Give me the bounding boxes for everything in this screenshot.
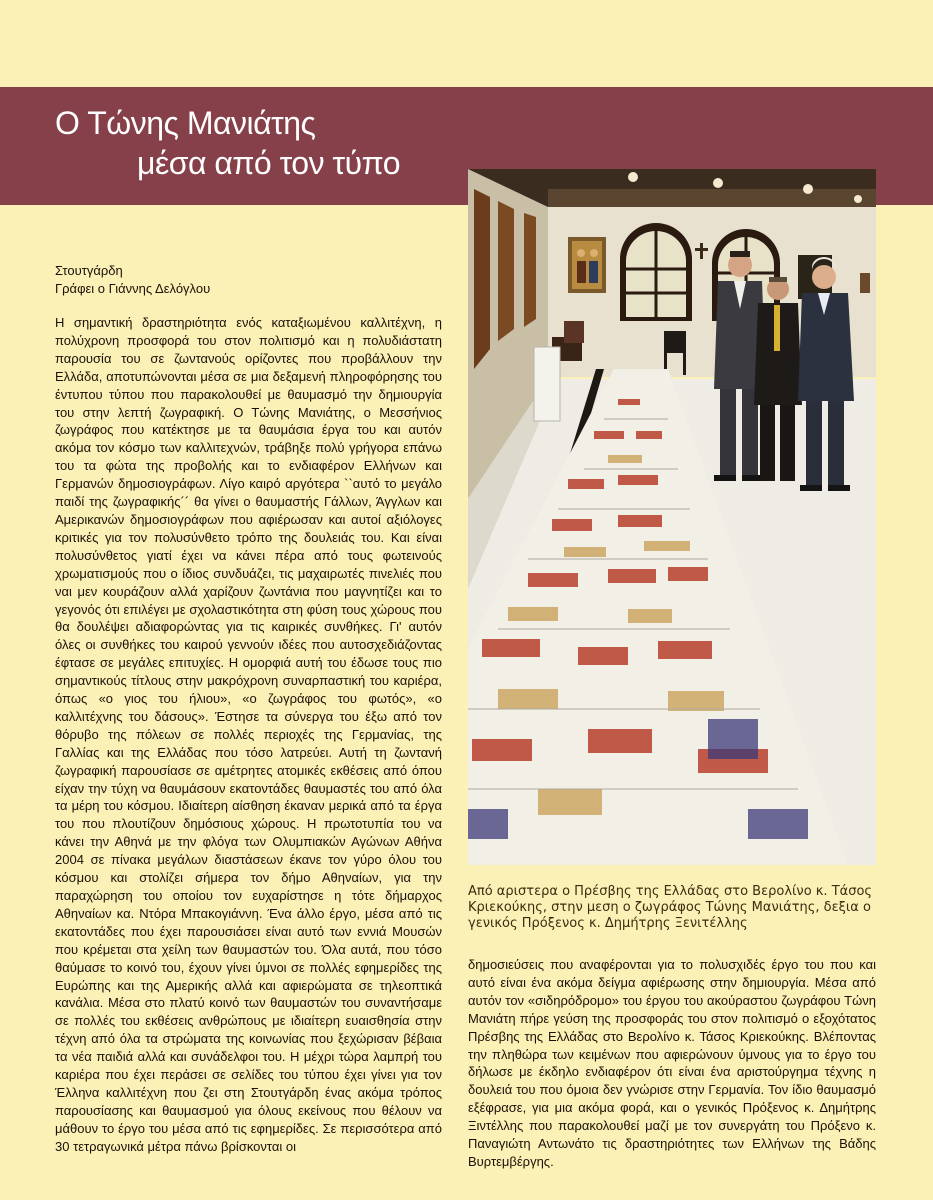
byline-place: Στουτγάρδη xyxy=(55,263,123,278)
photo-illustration xyxy=(468,169,876,865)
article-paragraph: δημοσιεύσεις που αναφέρονται για το πολυσχιδές έργο του που και αυτό είναι ένα ακόμα δείγμα αφιέρωσης στην δημιουργία. Μέσα από αυτόν τον «σιδηρόδρομο» του έργου του ακούραστου ζωγράφου Τώνη Μανιάτη πήρε γεύση της προσφοράς του στον πολιτισμό ο εξοχότατος Πρέσβης της Ελλάδας στο Βερολίνο κ. Τάσος Κριεκούκης. Βλέποντας την πληθώρα των κειμένων που αφιερώνουν ύμνους για το έργο του δήλωσε με έκδηλο ενδιαφέρον ότι είναι ένα αριστούργημα τέχνης η δουλειά του που όμοια δεν γνώρισε στην Γερμανία. Τον ίδιο θαυμασμό εξέφρασε, για μια ακόμα φορά, και ο γενικός Πρόξενος κ. Δημήτρης Ξιντέλλης που παρακολουθεί μαζί με τον συνεργάτη του Πρόξενο κ. Παναγιώτη Αντωνάτο τις δραστηριότητες των Ελλήνων της Βάδης Βυρτεμβέργης. xyxy=(468,957,876,1169)
page-title-line1: Ο Τώνης Μανιάτης xyxy=(55,105,316,141)
article-paragraph: Η σημαντική δραστηριότητα ενός καταξιωμένου καλλιτέχνη, η πολύχρονη προσφορά του στον πολιτισμό και η πολυδιάστατη παρουσία του σε ζωντανούς ορίζοντες που προβάλλουν την Ελλάδα, αποτυπώνονται μέσα σε μια δεξαμενή πληροφόρησης του έντυπου τύπου που παρακολουθεί με θαυμασμό την δημιουργία του στην λεπτή ζωγραφική. Ο Τώνης Μανιάτης, ο Μεσσήνιος ζωγράφος που κατέκτησε με τα θαυμάσια έργα του και αυτόν ακόμα τον κόσμο των καλλιτεχνών, τράβηξε πολύ γρήγορα επάνω του τα φώτα της προβολής και το ενδιαφέρον Ελλήνων και Γερμανών δημοσιογράφων. Λίγο καιρό αργότερα ``αυτό το μεγάλο παιδί της ζωγραφικής´´ θα γίνει ο θαυμαστής Γάλλων, Άγγλων και Αμερικανών δημοσιογράφων που αφιέρωσαν και αυτοί αξιόλογες κριτικές για τον πολυσύνθετο τρόπο της δουλειάς του. Και είναι πολυσύνθετος γιατί έχει να κάνει πέρα από τους φωτεινούς χρωματισμούς που ο ίδιος συνδυάζει, τις μαχαιρωτές πινελιές που ναι μεν κουράζουν αλλά χαρίζουν ζωντάνια που μαγνητίζει και το γεγονός ότι επιλέγει με σχολαστικότητα στη φύση τους χώρους που θα δουλέψει αδιαφορώντας για τις καιρικές συνθήκες. Γι' αυτόν όλες οι συνθήκες του καιρού γεννούν ιδέες που αυτοσχεδιάζοντας έφτασε σε μεγάλες επιτυχίες. Η ομορφιά αυτή του έδωσε τους πιο σημαντικούς τίτλους στην μακρόχρονη συναρπαστική του καριέρα, όπως «ο γιος του ήλιου», «ο ζωγράφος του φωτός», «ο καλλιτέχνης του δάσους». Έστησε τα σύνεργα του έξω από τον θόρυβο της πόλεων σε πολλές περιοχές της Γερμανίας, της Γαλλίας και της Ελλάδας που τόσο λατρεύει. Αυτή τη ζωντανή ζωγραφική παρουσίασε σε αμέτρητες ατομικές εκθέσεις από όπου είχαν την τύχη να θαυμάσουν εκατοντάδες θαυμαστές του από όλα τα μέρη του κόσμου. Ιδιαίτερη αίσθηση έκαναν μερικά από τα έργα του που πλουτίζουν δημόσιους χώρους. Η πρωτοτυπία του να κάνει την Αθηνά με την φλόγα των Ολυμπιακών Αγώνων Αθήνα 2004 σε πίνακα μεγάλων διαστάσεων έκανε τον γύρο όλου του κόσμου και στολίζει σήμερα τον δήμο Αθηναίων, για την παραχώρηση του οποίου τον ευχαρίστησε η τότε δήμαρχος Αθηναίων κα. Ντόρα Μπακογιάννη. Ένα άλλο έργο, μέσα από τις εκατοντάδες που έχει παρουσιάσει είναι αυτό των εννιά Μουσών που κρέμεται στα χείλη των θαυμαστών του. Όλα αυτά, που τόσο θαύμασε το κοινό του, έχουν γίνει ύμνοι σε πολλές εφημερίδες της Ευρώπης και της Αμερικής αλλά και αφιερώματα σε τηλεοπτικά κανάλια. Μέσα στο πλατύ κοινό των θαυμαστών του συναντήσαμε σε πολλές του εκθέσεις ανθρώπους με ιδιαίτερη ευαισθησία στην τέχνη από όλα τα στρώματα της κοινωνίας που ξεχώρισαν βέβαια τα νέα παιδιά αλλά και συνάδελφοι του. Η μέχρι τώρα λαμπρή του καριέρα που έχει περάσει σε σελίδες του τύπου έχει γίνει για τον Έλληνα καλλιτέχνη που ζει στη Στουτγάρδη ένας ακόμα τρόπος παρουσίασης και θαυμασμού για όλους εκείνους που θέλουν να μάθουν το έργο του μέσα από τις εφημερίδες. Σε περισσότερα από 30 τετραγωνικά μέτρα πάνω βρίσκονται οι xyxy=(55,315,442,1154)
page-title-line2: μέσα από τον τύπο xyxy=(137,145,401,181)
article-left-column xyxy=(55,314,442,1156)
byline xyxy=(55,262,210,298)
exhibition-photo xyxy=(468,169,876,865)
photo-caption: Από αριστερα ο Πρέσβης της Ελλάδας στο Βερολίνο κ. Τάσος Κριεκούκης, στην μεση ο ζωγράφος Τώνης Μανιάτης, δεξια ο γενικός Πρόξενος κ. Δημήτρης Ξενιτέλλης xyxy=(468,884,873,931)
article-right-column xyxy=(468,956,876,1171)
byline-author: Γράφει ο Γιάννης Δελόγλου xyxy=(55,281,211,296)
